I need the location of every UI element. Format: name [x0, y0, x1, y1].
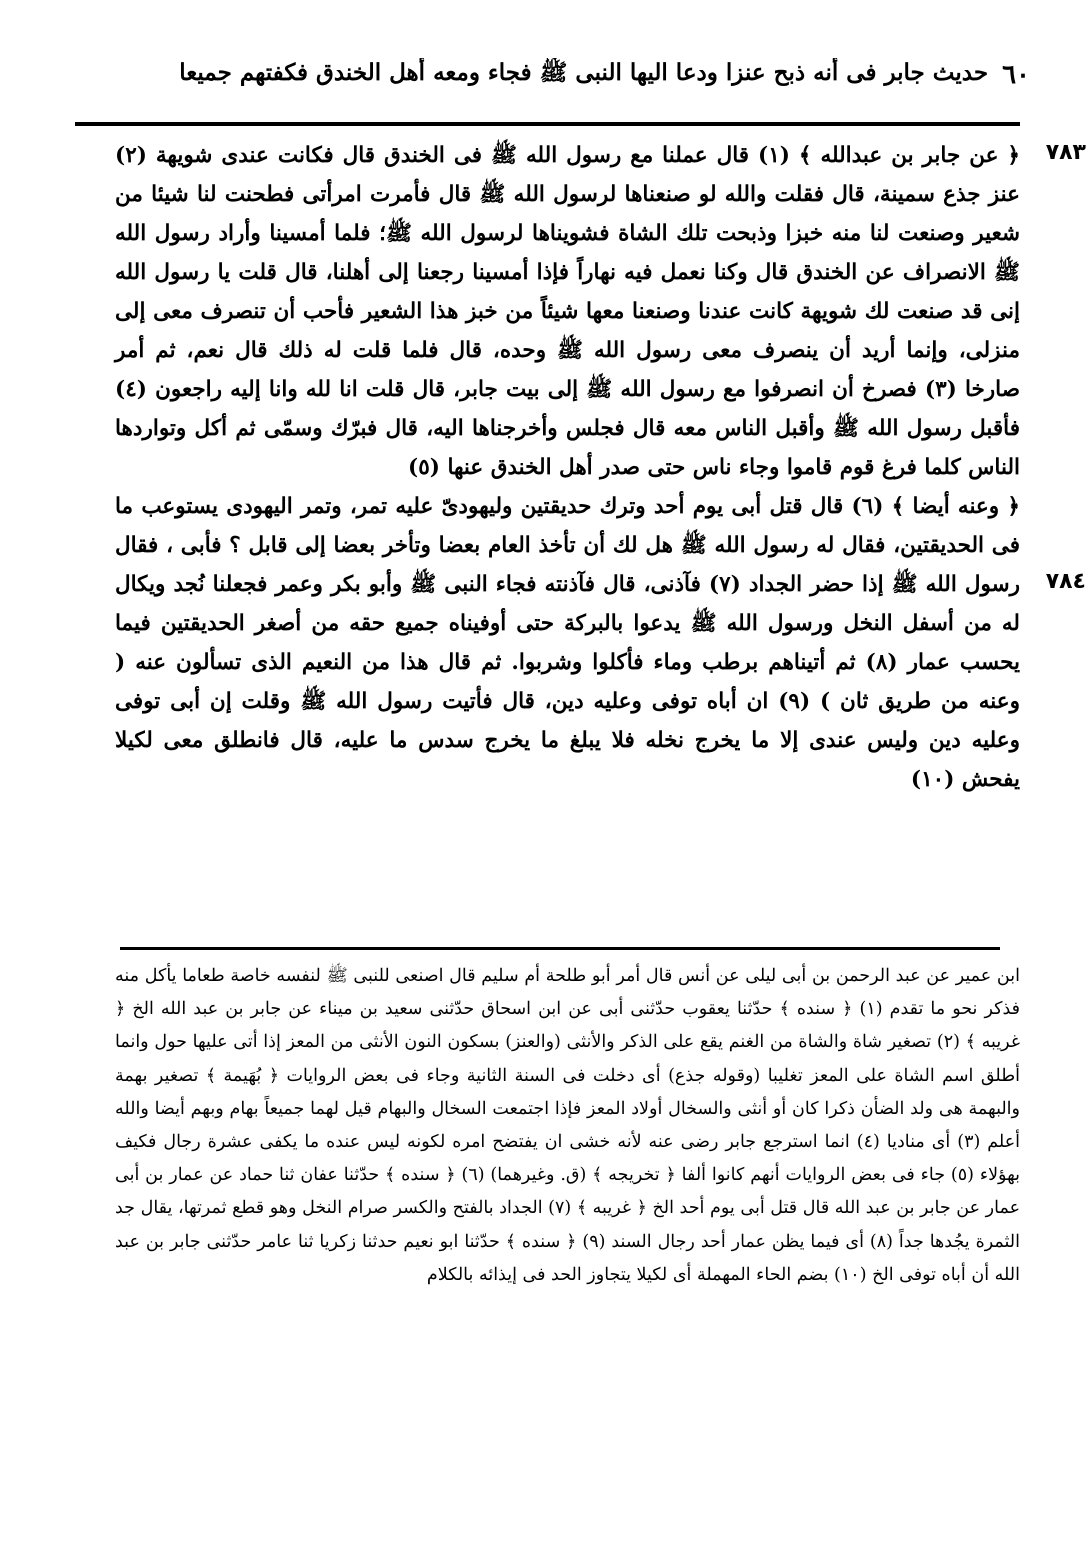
page-number: ٦٠ — [1002, 60, 1030, 90]
page-header — [70, 55, 1030, 95]
main-text — [115, 136, 1020, 936]
footnotes-rule — [120, 947, 1000, 950]
hadith-text-783: ﴿ عن جابر بن عبدالله ﴾ (١) قال عملنا مع رسول الله ﷺ فى الخندق قال فكانت عندى شويهة (٢) عنز جذع سمينة، قال فقلت والله لو صنعناها لرسول الله ﷺ قال فأمرت امرأتى فطحنت لنا شيئا من شعير وصنعت لنا منه خبزا وذبحت تلك الشاة فشويناها لرسول الله ﷺ؛ فلما أمسينا وأراد رسول الله ﷺ الانصراف عن الخندق قال وكنا نعمل فيه نهاراً فإذا أمسينا رجعنا إلى أهلنا، قال قلت يا رسول الله إنى قد صنعت لك شويهة كانت عندنا وصنعنا معها شيئاً من خبز هذا الشعير فأحب أن تنصرف معى إلى منزلى، وإنما أريد أن ينصرف معى رسول الله ﷺ وحده، قال فلما قلت له ذلك قال نعم، ثم أمر صارخا (٣) فصرخ أن انصرفوا مع رسول الله ﷺ إلى بيت جابر، قال قلت انا لله وانا إليه راجعون (٤) فأقبل رسول الله ﷺ وأقبل الناس معه قال فجلس وأخرجناها اليه، قال فبرّك وسمّى ثم أكل وتواردها الناس كلما فرغ قوم قاموا وجاء ناس حتى صدر أهل الخندق عنها (٥) — [115, 143, 1020, 480]
hadith-text-784: ﴿ وعنه أيضا ﴾ (٦) قال قتل أبى يوم أحد وترك حديقتين وليهودىّ عليه تمر، وتمر اليهودى يستوعب ما فى الحديقتين، فقال له رسول الله ﷺ هل لك أن تأخذ العام بعضا وتأخر بعضا إلى قابل ؟ فأبى ، فقال رسول الله ﷺ إذا حضر الجداد (٧) فآذنى، قال فآذنته فجاء النبى ﷺ وأبو بكر وعمر فجعلنا نُجد ويكال له من أسفل النخل ورسول الله ﷺ يدعوا بالبركة حتى أوفيناه جميع حقه من أصغر الحديقتين فيما يحسب عمار (٨) ثم أتيناهم برطب وماء فأكلوا وشربوا. ثم قال هذا من النعيم الذى تسألون عنه ( وعنه من طريق ثان ) (٩) ان أباه توفى وعليه دين، قال فأتيت رسول الله ﷺ وقلت إن أبى توفى وعليه دين وليس عندى إلا ما يخرج نخله فلا يبلغ ما يخرج سدس ما عليه، قال فانطلق معى لكيلا يفحش (١٠) — [115, 494, 1020, 792]
footnotes — [115, 960, 1020, 1485]
hadith-number-784: ٧٨٤ — [1045, 569, 1086, 594]
header-rule — [75, 122, 1020, 126]
hadith-number-783: ٧٨٣ — [1045, 140, 1086, 165]
running-title: حديث جابر فى أنه ذبح عنزا ودعا اليها النبى ﷺ فجاء ومعه أهل الخندق فكفتهم جميعا — [179, 59, 989, 86]
footnotes-text: ابن عمير عن عبد الرحمن بن أبى ليلى عن أنس قال أمر أبو طلحة أم سليم قال اصنعى للنبى ﷺ لنفسه خاصة طعاما يأكل منه فذكر نحو ما تقدم (١) ﴿ سنده ﴾ حدّثنا يعقوب حدّثنى أبى عن ابن اسحاق حدّثنى سعيد بن ميناء عن جابر بن عبد الله الخ ﴿ غريبه ﴾ (٢) تصغير شاة والشاة من الغنم يقع على الذكر والأنثى (والعنز) بسكون النون الأنثى من المعز إذا أتى عليها حول وانما أطلق اسم الشاة على المعز تغليبا (وقوله جذع) أى دخلت فى السنة الثانية وجاء فى بعض الروايات ﴿ بُهَيمة ﴾ تصغير بهمة والبهمة هى ولد الضأن ذكرا كان أو أنثى والسخال أولاد المعز فإذا اجتمعت السخال والبهام قيل لهما جميعاً بهام وبهم أيضا والله أعلم (٣) أى مناديا (٤) انما استرجع جابر رضى عنه لأنه خشى ان يفتضح امره لكونه ليس عنده ما يكفى عشرة رجال فكيف بهؤلاء (٥) جاء فى بعض الروايات أنهم كانوا ألفا ﴿ تخريجه ﴾ (ق. وغيرهما) (٦) ﴿ سنده ﴾ حدّثنا عفان ثنا حماد عن عمار بن أبى عمار عن جابر بن عبد الله قال قتل أبى يوم أحد الخ ﴿ غريبه ﴾ (٧) الجداد بالفتح والكسر صرام النخل وهو قطع ثمرتها، يقال جد الثمرة يجُدها جداً (٨) أى فيما يظن عمار أحد رجال السند (٩) ﴿ سنده ﴾ حدّثنا ابو نعيم حدثنا زكريا ثنا عامر حدّثنى جابر بن عبد الله أن أباه توفى الخ (١٠) بضم الحاء المهملة أى لكيلا يتجاوز الحد فى إيذائه بالكلام — [115, 966, 1021, 1285]
